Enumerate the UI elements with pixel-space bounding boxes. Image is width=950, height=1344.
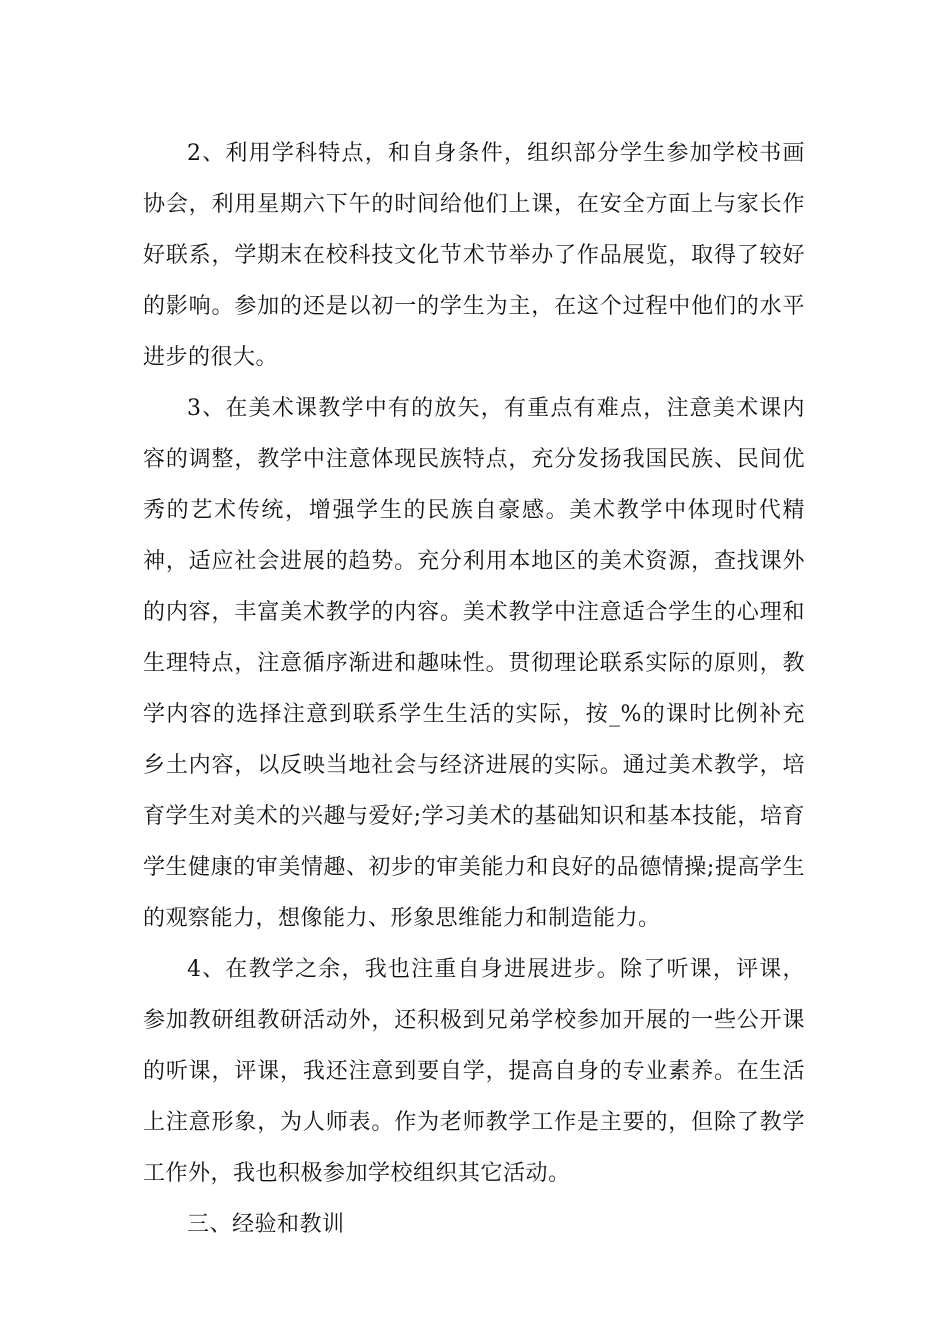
section-heading-experience: 三、经验和教训 bbox=[187, 1212, 345, 1237]
document-body bbox=[143, 128, 805, 1250]
paragraph-item-2: 2、利用学科特点，和自身条件，组织部分学生参加学校书画协会，利用星期六下午的时间给他们上课，在安全方面上与家长作好联系，学期末在校科技文化节术节举办了作品展览，取得了较好的影响。参加的还是以初一的学生为主，在这个过程中他们的水平进步的很大。 bbox=[143, 141, 805, 370]
paragraph-item-3: 3、在美术课教学中有的放矢，有重点有难点，注意美术课内容的调整，教学中注意体现民族特点，充分发扬我国民族、民间优秀的艺术传统，增强学生的民族自豪感。美术教学中体现时代精神，适应社会进展的趋势。充分利用本地区的美术资源，查找课外的内容，丰富美术教学的内容。美术教学中注意适合学生的心理和生理特点，注意循序渐进和趣味性。贯彻理论联系实际的原则，教学内容的选择注意到联系学生生活的实际，按_%的课时比例补充乡土内容，以反映当地社会与经济进展的实际。通过美术教学，培育学生对美术的兴趣与爱好;学习美术的基础知识和基本技能，培育学生健康的审美情趣、初步的审美能力和良好的品德情操;提高学生的观察能力，想像能力、形象思维能力和制造能力。 bbox=[143, 396, 805, 931]
paragraph-item-4: 4、在教学之余，我也注重自身进展进步。除了听课，评课，参加教研组教研活动外，还积极到兄弟学校参加开展的一些公开课的听课，评课，我还注意到要自学，提高自身的专业素养。在生活上注意形象，为人师表。作为老师教学工作是主要的，但除了教学工作外，我也积极参加学校组织其它活动。 bbox=[143, 957, 805, 1186]
